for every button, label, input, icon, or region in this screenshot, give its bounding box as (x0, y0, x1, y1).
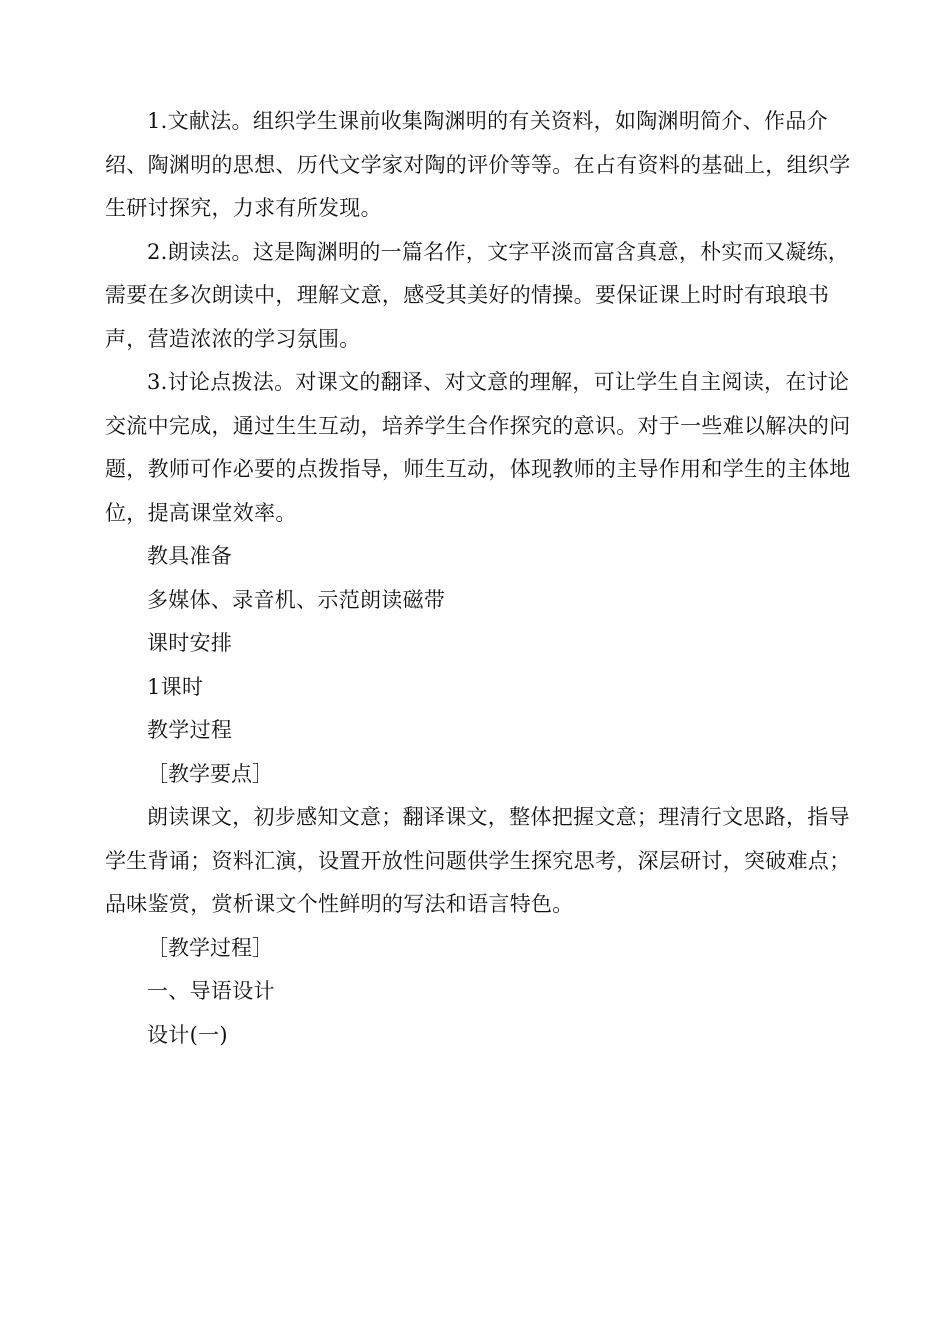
design-one-label: 设计(一) (147, 1022, 228, 1047)
equipment-heading: 教具准备 (147, 544, 233, 568)
method-reading-paragraph: 2.朗读法。这是陶渊明的一篇名作，文字平淡而富含真意，朴实而又凝练，需要在多次朗读中，理解文意，感受其美好的情操。要保证课上时时有琅琅书声，营造浓浓的学习氛围。 (105, 239, 850, 351)
key-points-paragraph: 朗读课文，初步感知文意；翻译课文，整体把握文意；理清行文思路，指导学生背诵；资料汇演，设置开放性问题供学生探究思考，深层研讨，突破难点；品味鉴赏，赏析课文个性鲜明的写法和语言特色。 (105, 805, 851, 916)
document-body (105, 100, 860, 1057)
method-literature-paragraph: 1.文献法。组织学生课前收集陶渊明的有关资料，如陶渊明简介、作品介绍、陶渊明的思想、历代文学家对陶的评价等等。在占有资料的基础上，组织学生研讨探究，力求有所发现。 (105, 109, 851, 220)
schedule-heading: 课时安排 (147, 631, 233, 655)
schedule-content: 1课时 (147, 674, 204, 699)
equipment-content: 多媒体、录音机、示范朗读磁带 (147, 587, 446, 612)
teaching-process-heading: ［教学过程］ (147, 935, 273, 960)
process-heading: 教学过程 (147, 718, 233, 742)
key-points-heading: ［教学要点］ (147, 761, 273, 786)
intro-design-heading: 一、导语设计 (147, 979, 275, 1003)
method-discussion-paragraph: 3.讨论点拨法。对课文的翻译、对文意的理解，可让学生自主阅读，在讨论交流中完成，通过生生互动，培养学生合作探究的意识。对于一些难以解决的问题，教师可作必要的点拨指导，师生互动，体现教师的主导作用和学生的主体地位，提高课堂效率。 (105, 370, 851, 525)
